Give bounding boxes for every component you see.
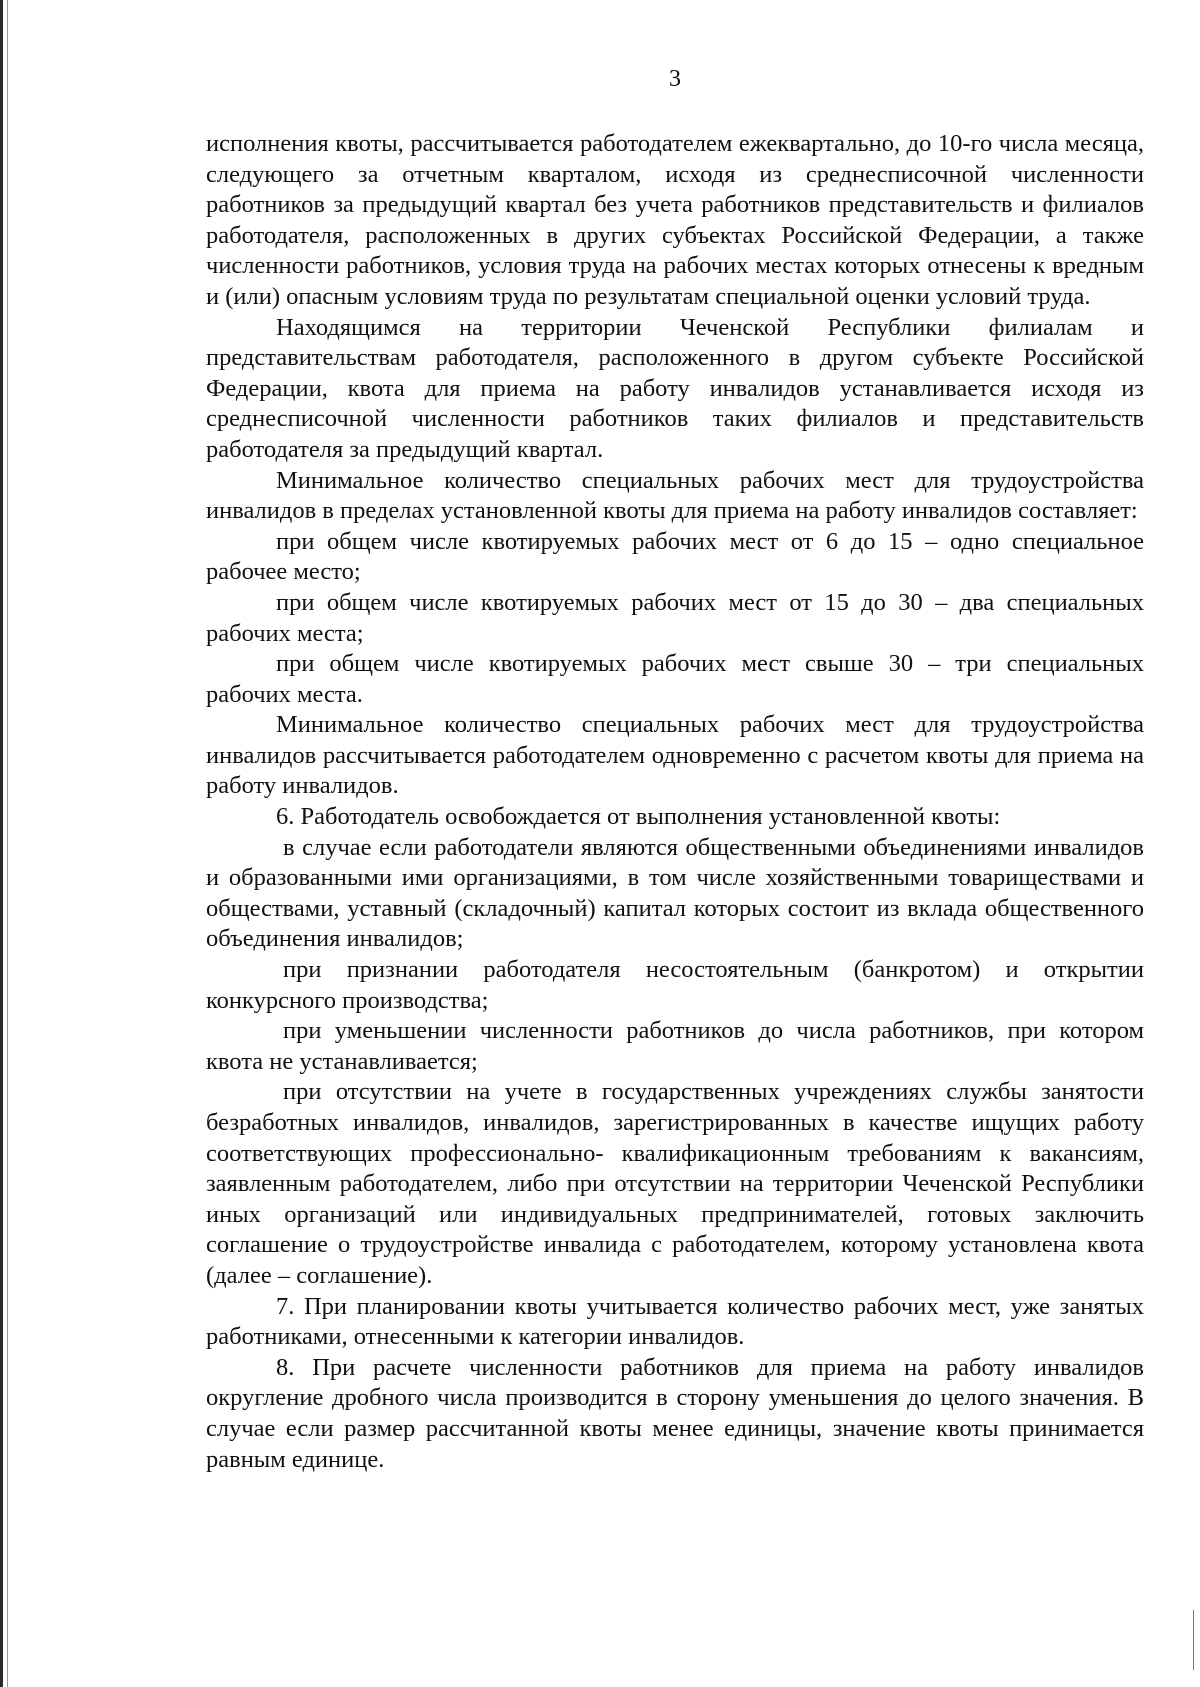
paragraph-quota-calculation: исполнения квоты, рассчитывается работодателем ежеквартально, до 10-го числа месяца, следующего за отчетным кварталом, исходя из среднесписочной численности работников за предыдущий квартал без учета работников представительств и филиалов работодателя, расположенных в других субъектах Российской Федерации, а также численности работников, условия труда на рабочих местах которых отнесены к вредным и (или) опасным условиям труда по результатам специальной оценки условий труда.	[206, 130, 1144, 310]
paragraph-places-6-15: при общем числе квотируемых рабочих мест от 6 до 15 – одно специальное рабочее место;	[206, 527, 1144, 586]
document-body	[206, 129, 1144, 1475]
paragraph-places-15-30: при общем числе квотируемых рабочих мест от 15 до 30 – два специальных рабочих места;	[206, 588, 1144, 647]
paragraph-item-7: 7. При планировании квоты учитывается количество рабочих мест, уже занятых работниками, отнесенными к категории инвалидов.	[206, 1292, 1144, 1351]
page-number: 3	[669, 66, 681, 92]
paragraph-branches: Находящимся на территории Чеченской Республики филиалам и представительствам работодателя, расположенного в другом субъекте Российской Федерации, квота для приема на работу инвалидов устанавливается исходя из среднесписочной численности работников таких филиалов и представительств работодателя за предыдущий квартал.	[206, 313, 1144, 463]
scan-border-right	[1193, 1610, 1194, 1670]
scan-border-left-inner	[7, 0, 8, 1687]
paragraph-special-places-minimum: Минимальное количество специальных рабочих мест для трудоустройства инвалидов в пределах установленной квоты для приема на работу инвалидов составляет:	[206, 466, 1144, 525]
paragraph-exemption-no-registered: при отсутствии на учете в государственных учреждениях службы занятости безработных инвалидов, инвалидов, зарегистрированных в качестве ищущих работу соответствующих профессионально- квалификационным требованиям к вакансиям, заявленным работодателем, либо при отсутствии на территории Чеченской Республики иных организаций или индивидуальных предпринимателей, готовых заключить соглашение о трудоустройстве инвалида с работодателем, которому установлена квота (далее – соглашение).	[206, 1078, 1144, 1289]
scan-border-left	[0, 0, 3, 1687]
paragraph-item-6: 6. Работодатель освобождается от выполнения установленной квоты:	[276, 803, 1001, 831]
paragraph-special-places-calculation: Минимальное количество специальных рабочих мест для трудоустройства инвалидов рассчитывается работодателем одновременно с расчетом квоты для приема на работу инвалидов.	[206, 711, 1144, 800]
paragraph-places-over-30: при общем числе квотируемых рабочих мест свыше 30 – три специальных рабочих места.	[206, 650, 1144, 708]
paragraph-item-8: 8. При расчете численности работников для приема на работу инвалидов округление дробного числа производится в сторону уменьшения до целого значения. В случае если размер рассчитанной квоты менее единицы, значение квоты принимается равным единице.	[206, 1353, 1144, 1473]
paragraph-exemption-headcount: при уменьшении численности работников до числа работников, при котором квота не устанавливается;	[206, 1017, 1144, 1075]
paragraph-exemption-bankruptcy: при признании работодателя несостоятельным (банкротом) и открытии конкурсного производства;	[206, 956, 1144, 1014]
paragraph-exemption-associations: в случае если работодатели являются общественными объединениями инвалидов и образованными ими организациями, в том числе хозяйственными товариществами и обществами, уставный (складочный) капитал которых состоит из вклада общественного объединения инвалидов;	[206, 833, 1144, 953]
